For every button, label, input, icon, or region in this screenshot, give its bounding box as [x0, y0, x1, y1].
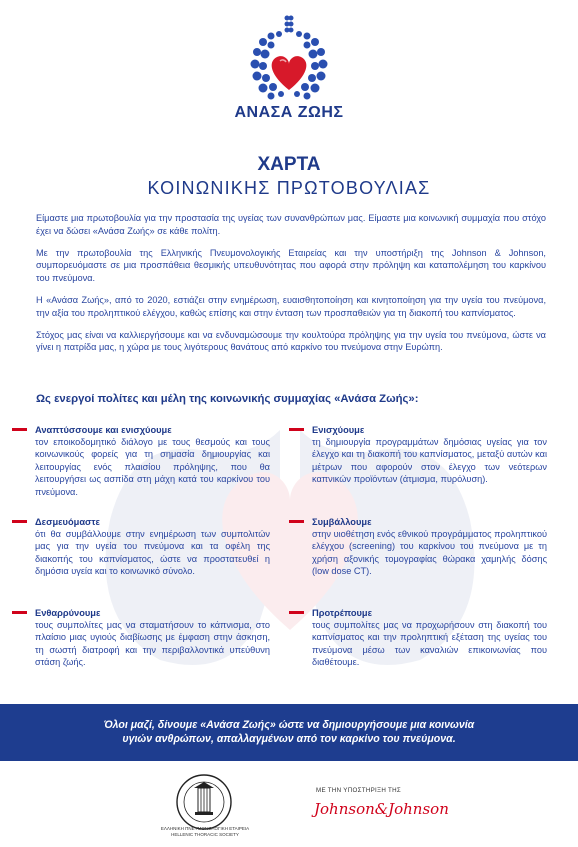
page-subtitle: ΚΟΙΝΩΝΙΚΗΣ ΠΡΩΤΟΒΟΥΛΙΑΣ [147, 178, 431, 198]
commitment-text: τη δημιουργία προγραμμάτων δημόσιας υγείας για τον έλεγχο και τη διακοπή του καπνίσματος, μεταξύ αυτών και μέτρων που αφορούν στον έλεγχο των νεότερων καπνικών προϊόντων (άτμισμα, πυρόλυση). [312, 437, 547, 485]
commitment-item [35, 424, 270, 498]
commitment-item [312, 424, 547, 486]
banner-line: υγιών ανθρώπων, απαλλαγμένων από τον καρκίνο του πνεύμονα. [122, 733, 456, 745]
intro-paragraph: Με την πρωτοβουλία της Ελληνικής Πνευμονολογικής Εταιρείας και την υποστήριξη της Johnson & Johnson, συμπορευόμαστε σε μια προσπάθεια θεσμικής υπευθυνότητας που αφορά στην πρόληψη και καταπολέμηση του καρκίνου του πνεύμονα. [36, 247, 546, 283]
closing-banner [0, 704, 578, 761]
commitment-item [312, 607, 547, 669]
bullet-dash-icon [289, 520, 304, 523]
sponsor-logo: Johnson&Johnson [314, 800, 449, 818]
intro-paragraph: Είμαστε μια πρωτοβουλία για την προστασία της υγείας των συνανθρώπων μας. Είμαστε μια κοινωνική συμμαχία που στόχο έχει να δώσει «Ανάσα Ζωής» σε κάθε πολίτη. [36, 213, 546, 236]
bullet-dash-icon [289, 611, 304, 614]
banner-line: Όλοι μαζί, δίνουμε «Ανάσα Ζωής» ώστε να δημιουργήσουμε μια κοινωνία [103, 719, 475, 731]
intro-paragraphs [36, 212, 546, 363]
bullet-dash-icon [289, 428, 304, 431]
support-label: ΜΕ ΤΗΝ ΥΠΟΣΤΗΡΙΞΗ ΤΗΣ [316, 787, 402, 794]
bullet-dash-icon [12, 611, 27, 614]
commitment-item [35, 607, 270, 669]
commitment-heading: Δεσμευόμαστε [35, 517, 100, 527]
commitment-item [35, 516, 270, 578]
bullet-dash-icon [12, 428, 27, 431]
commitment-heading: Αναπτύσσουμε και ενισχύουμε [35, 425, 172, 435]
commitments-title: Ως ενεργοί πολίτες και μέλη της κοινωνικής συμμαχίας «Ανάσα Ζωής»: [36, 393, 419, 405]
page-title: ΧΑΡΤΑ [257, 154, 321, 175]
lungs-heart-icon [249, 14, 329, 100]
commitment-text: τους συμπολίτες μας να προχωρήσουν στη διακοπή του καπνίσματος και την προληπτική εξέταση της υγείας του πνεύμονα μέσω των καναλιών επικοινωνίας που διαθέτουμε. [312, 620, 547, 668]
commitment-heading: Προτρέπουμε [312, 608, 373, 618]
bullet-dash-icon [12, 520, 27, 523]
intro-paragraph: Η «Ανάσα Ζωής», από το 2020, εστιάζει στην ενημέρωση, ευαισθητοποίηση και κινητοποίηση για την υγεία του πνεύμονα, την αξία του προληπτικού ελέγχου, καθώς επίσης και στην ένταση των προσπαθειών για τη διακοπή του καπνίσματος. [36, 294, 546, 318]
commitment-heading: Ενθαρρύνουμε [35, 608, 101, 618]
commitment-heading: Συμβάλλουμε [312, 517, 372, 527]
society-name: ΕΛΛΗΝΙΚΗ ΠΝΕΥΜΟΝΟΛΟΓΙΚΗ ΕΤΑΙΡΕΙΑ HELLENIC THORACIC SOCIETY [160, 826, 250, 837]
brand-name: ΑΝΑΣΑ ΖΩΗΣ [234, 104, 344, 121]
commitment-item [312, 516, 547, 578]
commitment-text: τους συμπολίτες μας να σταματήσουν το κάπνισμα, στο πλαίσιο μιας υγιούς διαβίωσης με έμφαση στην άσκηση, τη σωστή διατροφή και την περιβαλλοντικά υπεύθυνη στάση ζωής. [35, 620, 270, 668]
commitment-text: ότι θα συμβάλλουμε στην ενημέρωση των συμπολιτών μας για την υγεία του πνεύμονα και τα οφέλη της διακοπής του καπνίσματος, ώστε να προστατευθεί η δημόσια υγεία και το κοινωνικό σύνολο. [35, 529, 270, 577]
commitment-text: τον εποικοδομητικό διάλογο με τους θεσμούς και τους κοινωνικούς φορείς για τη σημασία δημιουργίας και λειτουργίας ενός πλαισίου πρόληψης, που θα λειτουργήσει ως ασπίδα στη μάχη κατά του καρκίνου του πνεύμονα. [35, 437, 270, 497]
intro-paragraph: Στόχος μας είναι να καλλιεργήσουμε και να ενδυναμώσουμε την κουλτούρα πρόληψης για την υγεία του πνεύμονα, ώστε να γίνει η πατρίδα μας, η χώρα με τους λιγότερους θανάτους από καρκίνο του πνεύμονα στην Ευρώπη. [36, 329, 546, 353]
commitment-text: στην υιοθέτηση ενός εθνικού προγράμματος προληπτικού ελέγχου (screening) του καρκίνου του πνεύμονα με τη χρήση αξονικής τομογραφίας θώρακα χαμηλής δόσης (low dose CT). [312, 529, 547, 577]
commitment-heading: Ενισχύουμε [312, 425, 365, 435]
